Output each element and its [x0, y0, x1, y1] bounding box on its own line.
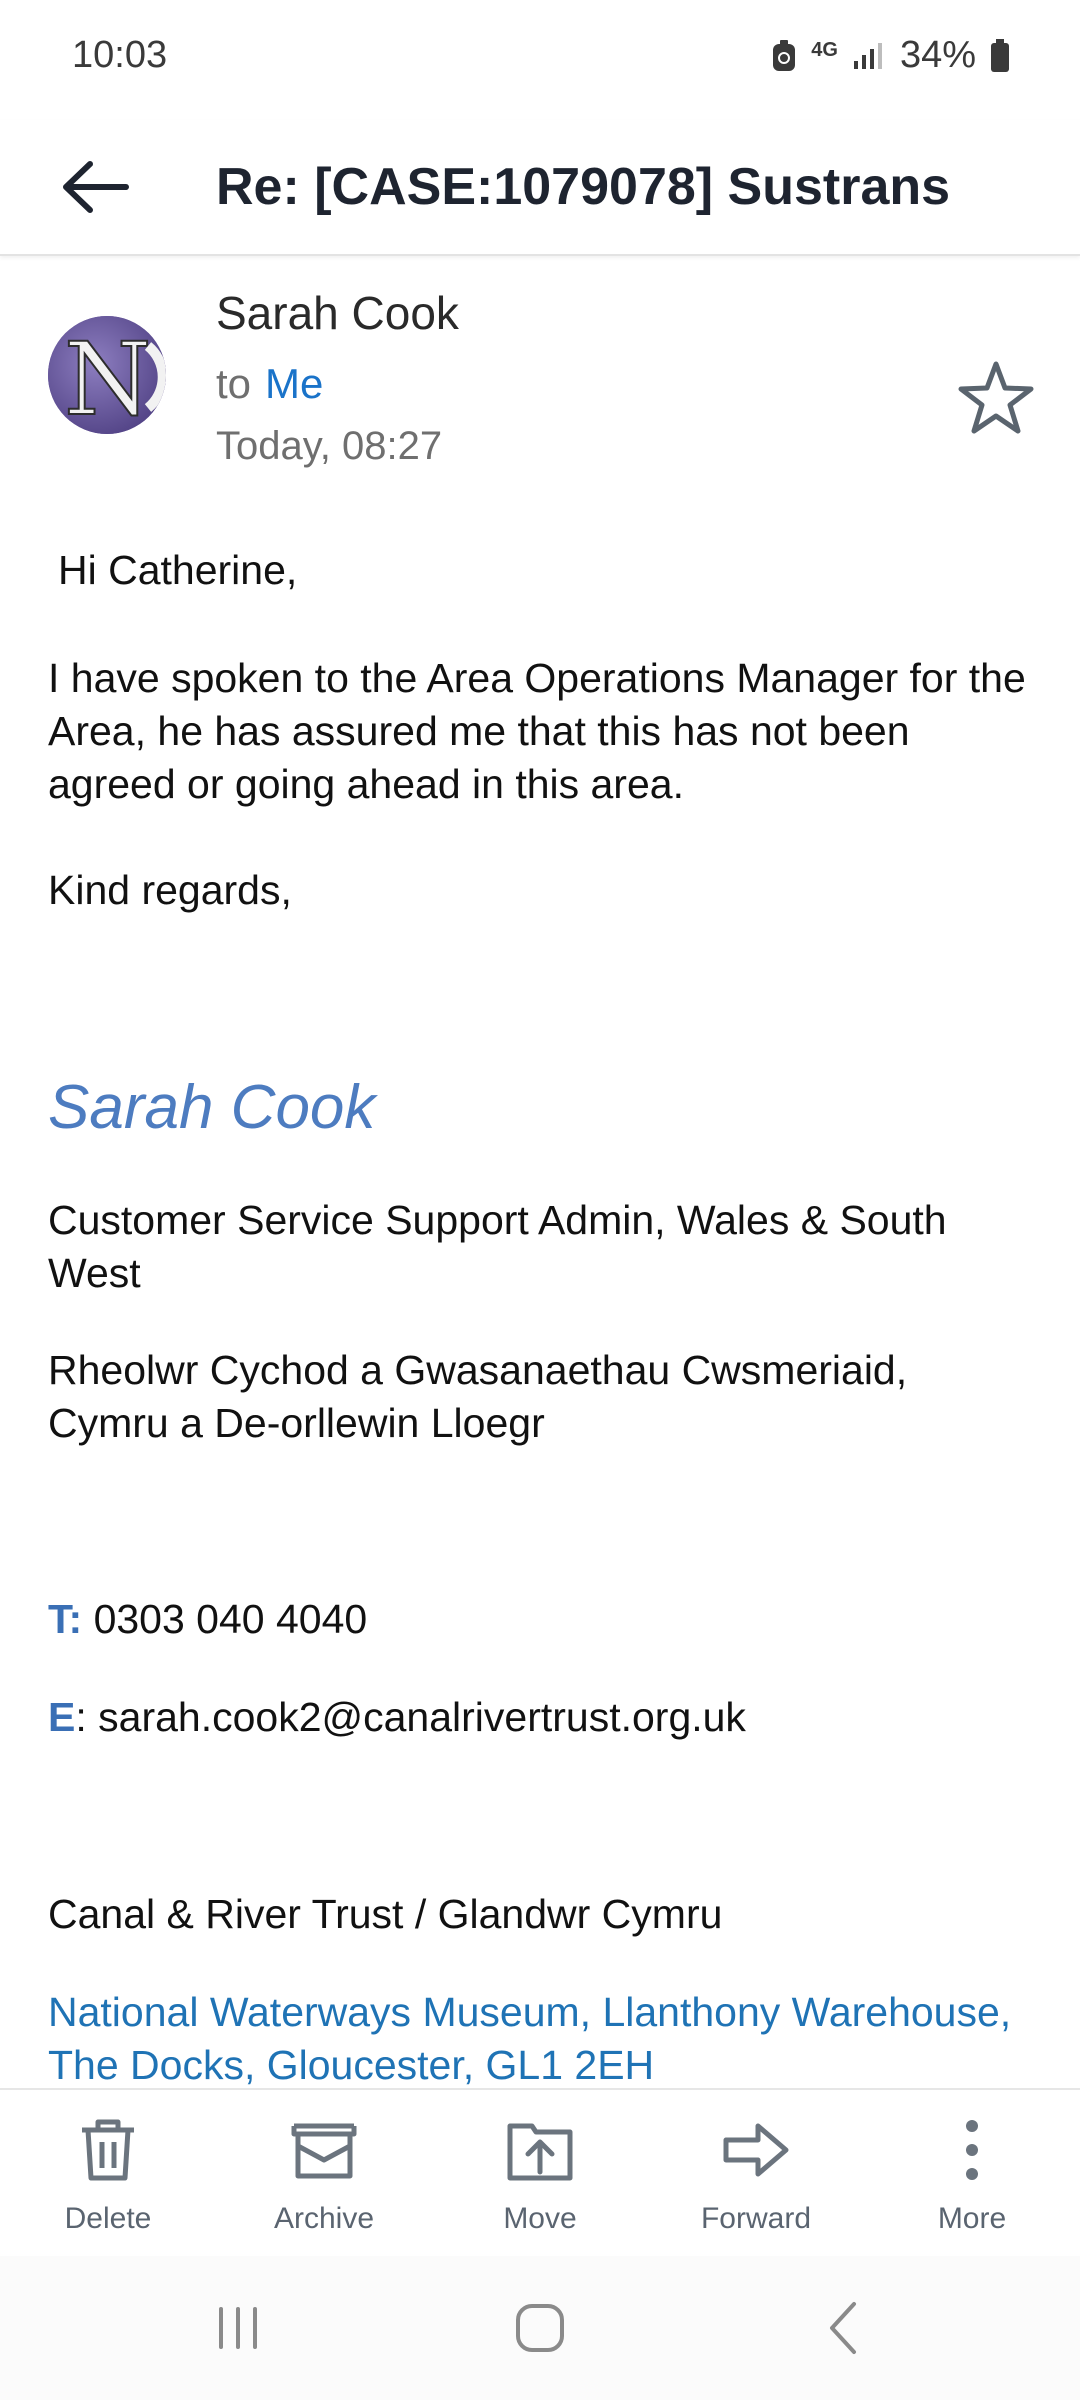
avatar-image — [48, 316, 166, 434]
forward-arrow-icon — [722, 2116, 790, 2184]
greeting: Hi Catherine, — [58, 547, 298, 593]
sender-name[interactable]: Sarah Cook — [216, 287, 459, 339]
signature-title-en: Customer Service Support Admin, Wales & South West — [48, 1197, 947, 1296]
star-outline-icon — [954, 356, 1038, 440]
signature-title-cy: Rheolwr Cychod a Gwasanaethau Cwsmeriaid, Cymru a De-orllewin Lloegr — [48, 1347, 908, 1446]
message-paragraph: I have spoken to the Area Operations Manager for the Area, he has assured me that this has not been agreed or going ahead in this area. — [48, 655, 1026, 807]
arrow-left-icon — [60, 160, 130, 214]
delete-label: Delete — [64, 2202, 152, 2235]
recent-apps-button[interactable] — [188, 2288, 288, 2368]
network-type-label: 4G — [811, 38, 838, 61]
message-date: Today, 08:27 — [216, 424, 443, 468]
move-button[interactable] — [432, 2090, 648, 2258]
signature-name: Sarah Cook — [48, 1073, 376, 1142]
archive-label: Archive — [273, 2202, 375, 2235]
forward-label: Forward — [700, 2202, 812, 2235]
delete-button[interactable] — [0, 2090, 216, 2258]
avatar[interactable] — [48, 316, 166, 434]
signal-icon — [852, 41, 886, 71]
status-time: 10:03 — [72, 34, 168, 76]
phone-label: T: — [48, 1596, 83, 1642]
move-icon — [506, 2116, 574, 2184]
system-back-button[interactable] — [794, 2288, 894, 2368]
recipient-name: Me — [265, 360, 324, 407]
signature-email-line — [48, 1691, 1038, 1744]
forward-button[interactable] — [648, 2090, 864, 2258]
signature-phone-line — [48, 1593, 1038, 1646]
to-prefix: to — [216, 360, 252, 407]
chevron-left-icon — [824, 2300, 864, 2356]
battery-percent: 34% — [899, 34, 976, 76]
move-label: Move — [503, 2202, 577, 2235]
email-subject: Re: [CASE:1079078] Sustrans — [216, 158, 951, 216]
back-button[interactable] — [40, 144, 150, 230]
more-vertical-icon — [938, 2116, 1006, 2184]
email-address[interactable]: : sarah.cook2@canalrivertrust.org.uk — [75, 1694, 746, 1740]
phone-number[interactable]: 0303 040 4040 — [93, 1596, 368, 1642]
signature-address-link[interactable]: National Waterways Museum, Llanthony Warehouse, The Docks, Gloucester, GL1 2EH — [48, 1989, 1012, 2088]
app-bar — [0, 120, 1080, 256]
message-toolbar — [0, 2088, 1080, 2258]
recipient-line[interactable] — [216, 360, 323, 408]
archive-icon — [290, 2116, 358, 2184]
archive-button[interactable] — [216, 2090, 432, 2258]
status-bar — [0, 0, 1080, 120]
alarm-icon — [771, 39, 797, 73]
trash-icon — [74, 2116, 142, 2184]
message-header — [0, 256, 1080, 486]
email-label: E — [48, 1694, 76, 1740]
avatar-letter: N — [64, 321, 152, 434]
home-button[interactable] — [490, 2288, 590, 2368]
battery-icon — [990, 39, 1010, 73]
star-button[interactable] — [954, 356, 1038, 440]
sign-off: Kind regards, — [48, 867, 292, 913]
recent-apps-icon — [213, 2303, 263, 2353]
home-icon — [514, 2302, 566, 2354]
signature-organisation: Canal & River Trust / Glandwr Cymru — [48, 1891, 723, 1937]
more-button[interactable] — [864, 2090, 1080, 2258]
more-label: More — [937, 2202, 1007, 2235]
status-indicators — [771, 34, 1010, 77]
system-navigation-bar — [0, 2256, 1080, 2400]
